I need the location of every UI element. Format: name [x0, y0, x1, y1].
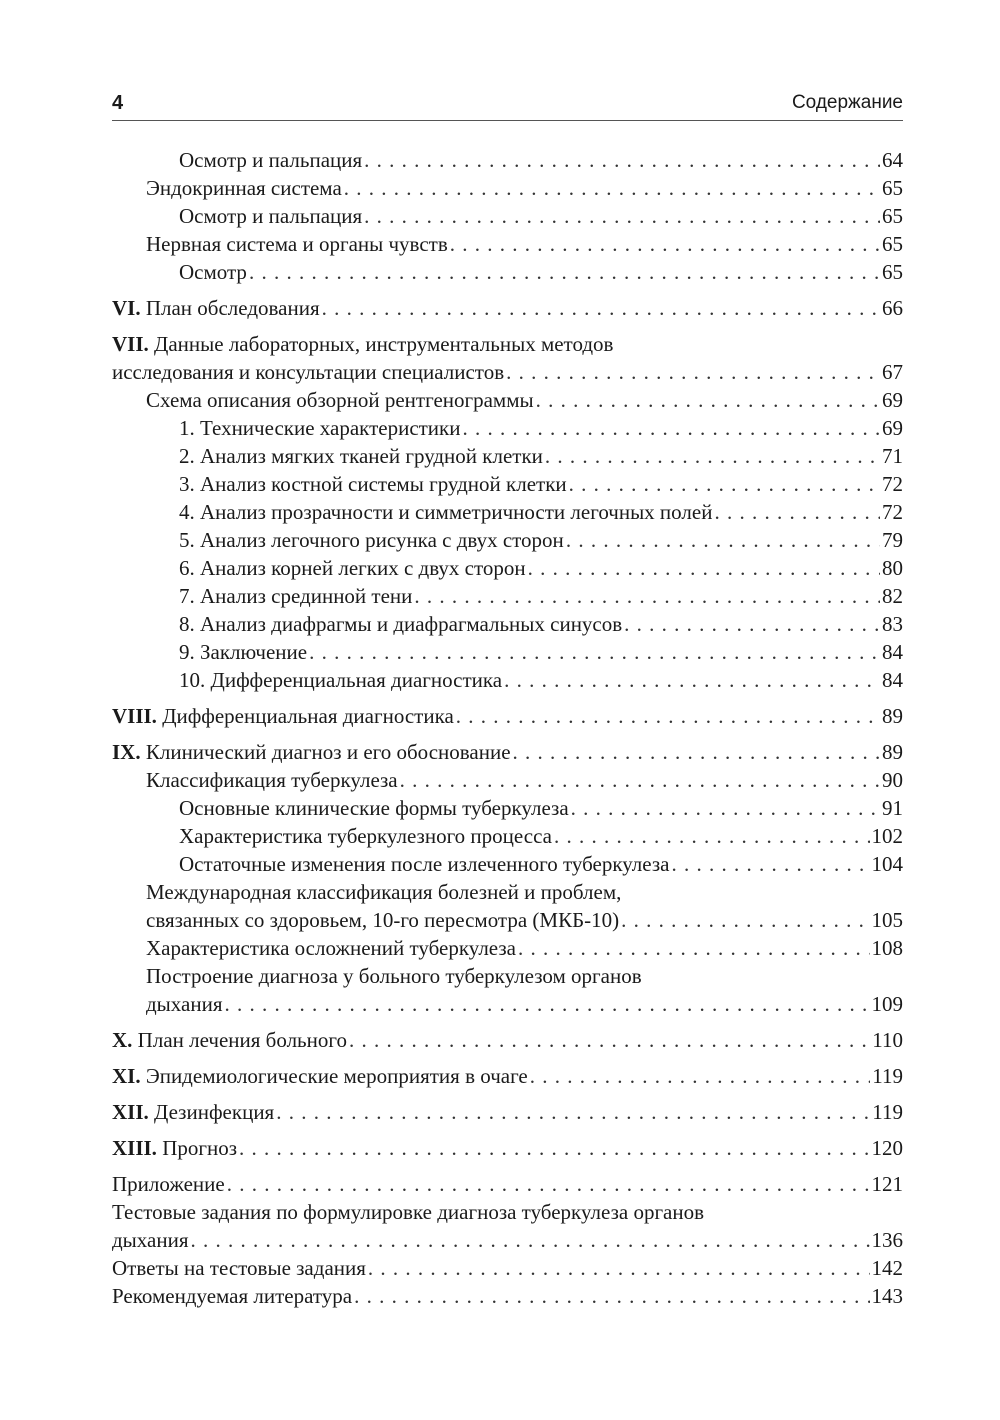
dot-leader — [364, 202, 880, 230]
toc-entry-number: XI. — [112, 1064, 141, 1088]
toc-entry — [112, 934, 903, 962]
dot-leader — [414, 582, 880, 610]
toc-entry-page: 109 — [871, 992, 903, 1016]
toc-entry — [112, 1134, 903, 1162]
toc-entry — [112, 1026, 903, 1054]
toc-entry-title-continued: исследования и консультации специалистов — [112, 360, 505, 384]
toc-entry-page: 119 — [872, 1100, 903, 1124]
dot-leader — [554, 822, 870, 850]
toc-entry-page: 90 — [882, 768, 903, 792]
toc-entry — [112, 1062, 903, 1090]
dot-leader — [190, 1226, 869, 1254]
toc-entry — [112, 582, 903, 610]
dot-leader — [569, 470, 880, 498]
dot-leader — [344, 174, 880, 202]
toc-entry-page: 65 — [882, 260, 903, 284]
dot-leader — [400, 766, 880, 794]
toc-entry-title: Осмотр и пальпация — [179, 204, 363, 228]
toc-entry-page: 72 — [882, 500, 903, 524]
toc-entry-number: X. — [112, 1028, 133, 1052]
toc-entry-page: 84 — [882, 668, 903, 692]
toc-entry — [112, 330, 903, 386]
toc-entry-title: Нервная система и органы чувств — [146, 232, 448, 256]
toc-entry-title: Основные клинические формы туберкулеза — [179, 796, 569, 820]
toc-entry-page: 69 — [882, 416, 903, 440]
toc-entry — [112, 1170, 903, 1198]
dot-leader — [624, 610, 880, 638]
dot-leader — [513, 738, 880, 766]
toc-entry-page: 65 — [882, 232, 903, 256]
toc-entry-number: XII. — [112, 1100, 149, 1124]
toc-entry — [112, 702, 903, 730]
toc-entry-title: План обследования — [145, 296, 320, 320]
page-header — [112, 88, 903, 121]
toc-entry — [112, 414, 903, 442]
toc-entry — [112, 666, 903, 694]
dot-leader — [518, 934, 869, 962]
toc-entry-title: Дезинфекция — [154, 1100, 275, 1124]
dot-leader — [249, 258, 880, 286]
toc-entry-title: Характеристика туберкулезного процесса — [179, 824, 552, 848]
toc-entry-title: План лечения больного — [137, 1028, 347, 1052]
toc-entry-title: 2. Анализ мягких тканей грудной клетки — [179, 444, 543, 468]
toc-entry-page: 89 — [882, 704, 903, 728]
toc-entry — [112, 202, 903, 230]
toc-entry-page: 82 — [882, 584, 903, 608]
toc-entry-page: 120 — [871, 1136, 903, 1160]
toc-entry-title: 8. Анализ диафрагмы и диафрагмальных синусов — [179, 612, 623, 636]
toc-entry-page: 104 — [871, 852, 903, 876]
toc-entry — [112, 738, 903, 766]
running-title: Содержание — [791, 92, 903, 113]
toc-entry-page: 119 — [872, 1064, 903, 1088]
toc-entry-page: 143 — [871, 1284, 903, 1308]
toc-entry-title: Прогноз — [162, 1136, 237, 1160]
toc-entry-title: Эпидемиологические мероприятия в очаге — [145, 1064, 528, 1088]
toc-entry-title: Остаточные изменения после излеченного туберкулеза — [179, 852, 670, 876]
toc-entry-title: Характеристика осложнений туберкулеза — [146, 936, 517, 960]
toc-entry-page: 91 — [882, 796, 903, 820]
toc-entry-title: Рекомендуемая литература — [112, 1284, 353, 1308]
toc-entry-number: VIII. — [112, 704, 157, 728]
toc-entry-number: IX. — [112, 740, 141, 764]
dot-leader — [536, 386, 880, 414]
toc-entry-page: 121 — [871, 1172, 903, 1196]
toc-entry-title: 9. Заключение — [179, 640, 308, 664]
toc-entry-title: 5. Анализ легочного рисунка с двух сторон — [179, 528, 564, 552]
dot-leader — [530, 1062, 871, 1090]
dot-leader — [456, 702, 880, 730]
toc-entry — [112, 766, 903, 794]
toc-entry-number: VI. — [112, 296, 141, 320]
toc-entry — [112, 230, 903, 258]
toc-entry-title: 4. Анализ прозрачности и симметричности легочных полей — [179, 500, 713, 524]
dot-leader — [227, 1170, 870, 1198]
toc-entry-title: Построение диагноза у больного туберкулезом органов — [146, 964, 642, 988]
toc-entry-page: 66 — [882, 296, 903, 320]
dot-leader — [545, 442, 880, 470]
dot-leader — [504, 666, 880, 694]
dot-leader — [450, 230, 880, 258]
toc-entry — [112, 554, 903, 582]
toc-entry — [112, 638, 903, 666]
page-number: 4 — [112, 92, 124, 114]
toc-entry-number: VII. — [112, 332, 149, 356]
toc-entry-title: Ответы на тестовые задания — [112, 1256, 366, 1280]
toc-entry-title: Тестовые задания по формулировке диагноза туберкулеза органов — [112, 1200, 705, 1224]
toc-entry-title: 1. Технические характеристики — [179, 416, 461, 440]
toc-entry-title: Данные лабораторных, инструментальных методов — [154, 332, 614, 356]
toc-entry-page: 65 — [882, 176, 903, 200]
toc-entry — [112, 822, 903, 850]
toc-entry — [112, 258, 903, 286]
dot-leader — [671, 850, 869, 878]
dot-leader — [463, 414, 881, 442]
toc-entry — [112, 1254, 903, 1282]
toc-entry-title-continued: дыхания — [112, 1228, 189, 1252]
toc-entry — [112, 962, 903, 1018]
toc-entry-title: Эндокринная система — [146, 176, 342, 200]
toc-entry-page: 67 — [882, 360, 903, 384]
toc-entry-page: 142 — [871, 1256, 903, 1280]
toc-entry-page: 79 — [882, 528, 903, 552]
toc-entry — [112, 1282, 903, 1310]
toc-entry-page: 102 — [871, 824, 903, 848]
dot-leader — [354, 1282, 869, 1310]
toc-entry-page: 71 — [882, 444, 903, 468]
dot-leader — [276, 1098, 870, 1126]
toc-entry — [112, 610, 903, 638]
toc-entry-title: Международная классификация болезней и проблем, — [146, 880, 622, 904]
dot-leader — [224, 990, 869, 1018]
toc-entry-title: Классификация туберкулеза — [146, 768, 398, 792]
toc-entry-title: Дифференциальная диагностика — [162, 704, 454, 728]
dot-leader — [239, 1134, 870, 1162]
dot-leader — [621, 906, 869, 934]
toc-entry-title: 7. Анализ срединной тени — [179, 584, 413, 608]
table-of-contents — [112, 146, 903, 1310]
toc-entry-title-continued: дыхания — [146, 992, 223, 1016]
toc-entry-title-continued: связанных со здоровьем, 10-го пересмотра (МКБ-10) — [146, 908, 620, 932]
toc-entry-title: Клинический диагноз и его обоснование — [145, 740, 511, 764]
toc-entry — [112, 174, 903, 202]
toc-entry-page: 72 — [882, 472, 903, 496]
toc-entry-title: Приложение — [112, 1172, 225, 1196]
toc-entry-page: 84 — [882, 640, 903, 664]
toc-entry — [112, 386, 903, 414]
toc-entry-page: 136 — [871, 1228, 903, 1252]
toc-entry-title: Схема описания обзорной рентгенограммы — [146, 388, 534, 412]
toc-entry-page: 80 — [882, 556, 903, 580]
toc-entry — [112, 470, 903, 498]
dot-leader — [322, 294, 880, 322]
toc-entry-page: 69 — [882, 388, 903, 412]
toc-entry — [112, 498, 903, 526]
dot-leader — [714, 498, 880, 526]
toc-entry-title: 3. Анализ костной системы грудной клетки — [179, 472, 567, 496]
toc-entry — [112, 878, 903, 934]
toc-entry-title: Осмотр — [179, 260, 247, 284]
toc-entry-number: XIII. — [112, 1136, 157, 1160]
toc-entry-page: 110 — [872, 1028, 903, 1052]
toc-entry-page: 65 — [882, 204, 903, 228]
toc-entry — [112, 442, 903, 470]
dot-leader — [364, 146, 880, 174]
toc-entry-page: 105 — [871, 908, 903, 932]
toc-entry — [112, 1098, 903, 1126]
dot-leader — [349, 1026, 870, 1054]
toc-entry-title: 10. Дифференциальная диагностика — [179, 668, 503, 692]
toc-entry-page: 89 — [882, 740, 903, 764]
toc-entry-page: 64 — [882, 148, 903, 172]
toc-entry — [112, 294, 903, 322]
dot-leader — [309, 638, 880, 666]
toc-entry-page: 83 — [882, 612, 903, 636]
toc-entry-title: Осмотр и пальпация — [179, 148, 363, 172]
dot-leader — [506, 358, 880, 386]
toc-entry — [112, 526, 903, 554]
toc-entry — [112, 1198, 903, 1254]
dot-leader — [528, 554, 880, 582]
toc-entry — [112, 850, 903, 878]
toc-entry-page: 108 — [871, 936, 903, 960]
dot-leader — [571, 794, 880, 822]
dot-leader — [566, 526, 880, 554]
toc-entry — [112, 794, 903, 822]
dot-leader — [368, 1254, 870, 1282]
toc-entry — [112, 146, 903, 174]
toc-entry-title: 6. Анализ корней легких с двух сторон — [179, 556, 526, 580]
